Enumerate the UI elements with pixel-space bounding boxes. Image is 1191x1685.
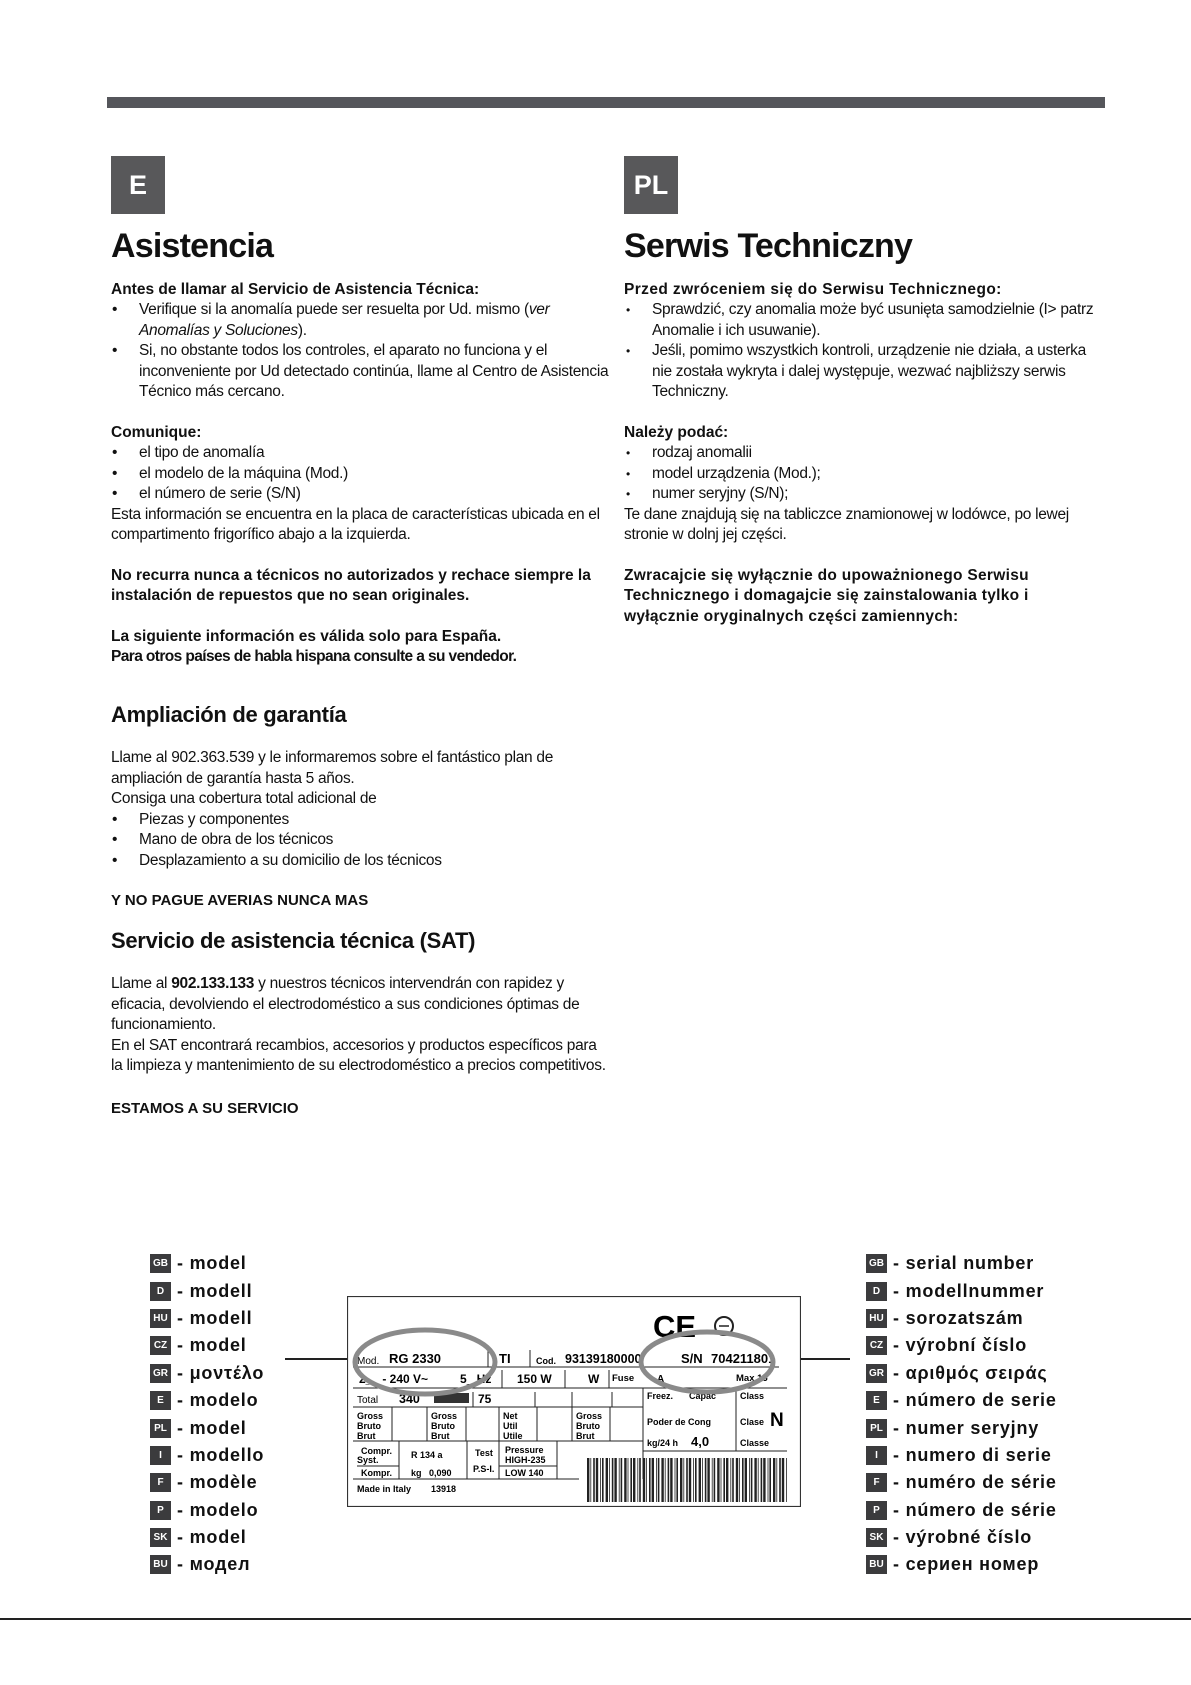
barcode-bar: [761, 1458, 763, 1502]
barcode-bar: [680, 1458, 682, 1502]
lang-code-badge: PL: [150, 1419, 171, 1438]
barcode-bar: [639, 1458, 641, 1502]
sn-value: 704211801: [711, 1351, 776, 1366]
barcode-bar: [726, 1458, 728, 1502]
legend-row: [866, 1442, 1057, 1469]
lang-code-badge: F: [150, 1473, 171, 1492]
legend-row: [150, 1469, 264, 1496]
list-item: [111, 341, 611, 403]
barcode-bar: [779, 1458, 781, 1502]
total-label: Total: [357, 1395, 379, 1406]
barcode-bar: [717, 1458, 719, 1502]
es-warning: No recurra nunca a técnicos no autorizados y rechace siempre la instalación de repuestos que no sean originales.: [111, 566, 591, 605]
es-info-location: Esta información se encuentra en la placa de características ubicada en el compartimento frigorífico abajo a la izquierda.: [111, 505, 600, 544]
legend-row: [866, 1360, 1057, 1387]
syst-label: Syst.: [357, 1455, 379, 1465]
lang-badge-es: E: [111, 156, 165, 214]
barcode-bar: [732, 1458, 734, 1502]
legend-row: [866, 1524, 1057, 1551]
es-service: ESTAMOS A SU SERVICIO: [111, 1099, 299, 1117]
barcode-bar: [596, 1458, 598, 1502]
psi-label: P.S-I.: [473, 1464, 495, 1474]
legend-text: - αριθμός σειράς: [893, 1362, 1048, 1383]
list-item: • Desplazamiento a su domicilio de los técnicos: [111, 851, 611, 872]
kg24-label: kg/24 h: [647, 1438, 679, 1448]
legend-row: [150, 1524, 264, 1551]
watts-text: 150 W: [517, 1372, 552, 1386]
kg-value: 0,090: [429, 1468, 452, 1478]
barcode-bar: [782, 1458, 784, 1502]
barcode-bar: [676, 1458, 678, 1502]
legend-serial: [866, 1250, 1057, 1579]
legend-text: - model: [177, 1527, 247, 1548]
cod-label: Cod.: [536, 1356, 556, 1366]
lang-code-badge: GB: [866, 1254, 887, 1273]
legend-row: [150, 1360, 264, 1387]
barcode-bar: [768, 1458, 769, 1502]
item-text-end: ).: [297, 321, 307, 339]
es-sat-title: Servicio de asistencia técnica (SAT): [111, 927, 476, 953]
item-italic-text: ver Anomalías y Soluciones: [139, 301, 550, 339]
total-value: 340: [399, 1392, 420, 1406]
lang-code-badge: BU: [866, 1555, 887, 1574]
barcode-bar: [776, 1458, 777, 1502]
bottom-rule: [0, 1618, 1191, 1620]
freez-text: Freez.: [647, 1391, 674, 1401]
barcode-bar: [665, 1458, 666, 1502]
barcode-bar: [723, 1458, 725, 1502]
legend-row: [150, 1277, 264, 1304]
kompr-label: Kompr.: [361, 1468, 393, 1478]
barcode-bar: [614, 1458, 616, 1502]
barcode-bar: [637, 1458, 638, 1502]
legend-row: [150, 1332, 264, 1359]
hz-text: 5_ Hz: [460, 1372, 492, 1386]
list-item: • Sprawdzić, czy anomalia może być usunięta samodzielnie (I> patrz Anomalie i ich usuwanie).: [624, 300, 1094, 341]
legend-row: [866, 1469, 1057, 1496]
barcode-bar: [624, 1458, 626, 1502]
legend-text: - modelo: [177, 1390, 259, 1411]
es-before-call: Antes de llamar al Servicio de Asistencia Técnica:: [111, 280, 480, 298]
es-spain-only: La siguiente información es válida solo para España.: [111, 627, 502, 645]
section-es: [111, 156, 611, 668]
bruto-label: Bruto: [576, 1421, 600, 1431]
barcode-bar: [675, 1458, 676, 1502]
legend-row: [150, 1497, 264, 1524]
pl-check-list: [624, 300, 1094, 403]
lang-code-badge: E: [866, 1391, 887, 1410]
barcode-bar: [736, 1458, 738, 1502]
barcode-bar: [754, 1458, 756, 1502]
low-pressure: LOW 140: [505, 1468, 544, 1478]
barcode-bar: [763, 1458, 765, 1502]
sat-phone: 902.133.133: [171, 975, 255, 993]
es-no-pay: Y NO PAGUE AVERIAS NUNCA MAS: [111, 892, 369, 910]
list-item: • Jeśli, pomimo wszystkich kontroli, urządzenie nie działa, a usterka nie została wykryta i dalej występuje, wezwać najbliższy serwis Techniczny.: [624, 341, 1094, 403]
legend-text: - número de serie: [893, 1390, 1057, 1411]
tl-text: TI: [499, 1351, 511, 1366]
es-warranty-text: Llame al 902.363.539 y le informaremos sobre el fantástico plan de ampliación de garantía hasta 5 años.: [111, 749, 554, 787]
list-item: • el tipo de anomalía: [111, 443, 611, 464]
lang-code-badge: P: [866, 1501, 887, 1520]
high-pressure: HIGH-235: [505, 1455, 546, 1465]
pl-provide-title: Należy podać:: [624, 423, 729, 441]
legend-row: [866, 1332, 1057, 1359]
clase-value: N: [770, 1410, 784, 1431]
barcode-bar: [758, 1458, 759, 1502]
barcode-bar: [695, 1458, 697, 1502]
lang-code-badge: I: [150, 1446, 171, 1465]
voltage-text: 2__ - 240 V~: [359, 1372, 429, 1386]
barcode-bar: [668, 1458, 670, 1502]
legend-text: - numéro de série: [893, 1472, 1057, 1493]
legend-text: - numero di serie: [893, 1444, 1052, 1465]
barcode-bar: [739, 1458, 740, 1502]
barcode-bar: [689, 1458, 691, 1502]
legend-row: [150, 1414, 264, 1441]
lang-code-badge: F: [866, 1473, 887, 1492]
top-rule: [107, 97, 1105, 108]
barcode-bar: [621, 1458, 623, 1502]
legend-row: [866, 1277, 1057, 1304]
barcode-bar: [587, 1458, 589, 1502]
legend-text: - model: [177, 1253, 247, 1274]
es-warranty-title: Ampliación de garantía: [111, 702, 347, 727]
sat-text-end: y nuestros técnicos intervendrán con rapidez y eficacia, devolviendo el electrodoméstico a sus condiciones óptimas de funcionamiento.: [111, 975, 580, 1034]
compr-label: Compr.: [361, 1446, 393, 1456]
lang-code-badge: E: [150, 1391, 171, 1410]
bruto-label: Bruto: [357, 1421, 381, 1431]
barcode-bar: [628, 1458, 629, 1502]
legend-row: [150, 1442, 264, 1469]
barcode-bar: [652, 1458, 654, 1502]
list-item: [111, 300, 611, 341]
list-item: • model urządzenia (Mod.);: [624, 464, 1094, 485]
barcode-bar: [686, 1458, 688, 1502]
lang-badge-pl: PL: [624, 156, 678, 214]
legend-row: [150, 1250, 264, 1277]
barcode-bar: [749, 1458, 750, 1502]
legend-row: [150, 1551, 264, 1578]
lang-code-badge: GR: [866, 1364, 887, 1383]
pressure-label: Pressure: [505, 1445, 544, 1455]
barcode-bar: [643, 1458, 645, 1502]
legend-row: [866, 1305, 1057, 1332]
barcode-bar: [786, 1458, 787, 1502]
mod-value: RG 2330: [389, 1351, 442, 1366]
barcode-bar: [606, 1458, 608, 1502]
w2-text: W: [588, 1372, 600, 1386]
legend-row: [866, 1497, 1057, 1524]
gross-label: Gross: [576, 1411, 603, 1421]
barcode-bar: [656, 1458, 657, 1502]
es-coverage-list: [111, 810, 611, 872]
list-item: • numer seryjny (S/N);: [624, 484, 1094, 505]
es-sat-text2: En el SAT encontrará recambios, accesorios y productos específicos para la limpieza y mantenimiento de su electrodoméstico a precios competitivos.: [111, 1036, 606, 1075]
brut-label: Brut: [576, 1431, 595, 1441]
test-label: Test: [475, 1448, 493, 1458]
lang-code-badge: D: [866, 1282, 887, 1301]
list-item: • el modelo de la máquina (Mod.): [111, 464, 611, 485]
item-text: Si, no obstante todos los controles, el aparato no funciona y el inconveniente por Ud detectado continúa, llame al Centro de Asistencia Técnico más cercano.: [139, 342, 609, 401]
legend-text: - model: [177, 1417, 247, 1438]
legend-text: - výrobní číslo: [893, 1335, 1028, 1356]
utile-label: Utile: [503, 1431, 523, 1441]
barcode-bar: [705, 1458, 707, 1502]
clase-label: Clase: [740, 1417, 765, 1427]
lang-code-badge: D: [150, 1282, 171, 1301]
barcode-bar: [714, 1458, 716, 1502]
barcode-bar: [646, 1458, 647, 1502]
barcode-bar: [609, 1458, 610, 1502]
barcode-bar: [602, 1458, 604, 1502]
barcode-bar: [590, 1458, 591, 1502]
legend-model: [150, 1250, 264, 1579]
legend-text: - número de série: [893, 1499, 1057, 1520]
es-sat-text: [111, 974, 611, 1036]
list-item: • el número de serie (S/N): [111, 484, 611, 505]
barcode-bar: [612, 1458, 614, 1502]
barcode-bar: [649, 1458, 651, 1502]
legend-row: [866, 1250, 1057, 1277]
classe-label: Classe: [740, 1438, 770, 1448]
es-check-list: [111, 300, 611, 403]
legend-text: - modellnummer: [893, 1280, 1045, 1301]
lang-code-badge: GR: [150, 1364, 171, 1383]
barcode-bar: [600, 1458, 601, 1502]
es-other-countries: Para otros países de habla hispana consulte a su vendedor.: [111, 648, 517, 666]
lang-code-badge: SK: [866, 1528, 887, 1547]
legend-text: - modell: [177, 1280, 253, 1301]
cod-value: 93139180000: [565, 1352, 642, 1366]
es-communicate-title: Comunique:: [111, 423, 202, 441]
sn-label: S/N: [681, 1351, 703, 1366]
barcode-bar: [702, 1458, 703, 1502]
legend-text: - modell: [177, 1307, 253, 1328]
gross-label: Gross: [431, 1411, 458, 1421]
barcode-bar: [633, 1458, 635, 1502]
lang-code-badge: BU: [150, 1555, 171, 1574]
section-pl: [624, 156, 1094, 627]
barcode-bar: [670, 1458, 672, 1502]
net-label: Net: [503, 1411, 518, 1421]
pl-before-call: Przed zwróceniem się do Serwisu Technicznego:: [624, 280, 1002, 298]
kg-label: kg: [411, 1468, 422, 1478]
legend-text: - numer seryjny: [893, 1417, 1040, 1438]
barcode-bar: [730, 1458, 731, 1502]
refrigerant-text: R 134 a: [411, 1450, 443, 1460]
section-es-warranty: [111, 702, 611, 1119]
class-label: Class: [740, 1391, 765, 1401]
amp-text: A: [657, 1374, 665, 1385]
lang-code-badge: HU: [150, 1309, 171, 1328]
lang-code-badge: GB: [150, 1254, 171, 1273]
pl-title: Serwis Techniczny: [624, 227, 913, 265]
legend-text: - μοντέλο: [177, 1362, 265, 1383]
legend-text: - модел: [177, 1554, 251, 1575]
brut-label: Brut: [431, 1431, 450, 1441]
rating-plate-diagram: [347, 1296, 801, 1507]
legend-row: [866, 1551, 1057, 1578]
barcode-bar: [712, 1458, 713, 1502]
made-code: 13918: [431, 1484, 457, 1494]
item-text: Verifique si la anomalía puede ser resuelta por Ud. mismo (: [139, 301, 529, 319]
barcode-bar: [773, 1458, 775, 1502]
lang-code-badge: SK: [150, 1528, 171, 1547]
barcode-bar: [693, 1458, 694, 1502]
fuse-text: Fuse: [612, 1373, 635, 1384]
pl-warning: Zwracajcie się wyłącznie do upoważnionego Serwisu Technicznego i domagajcie się zainstalowania tylko i wyłącznie oryginalnych części zamiennych:: [624, 566, 1029, 625]
es-coverage-text: Consiga una cobertura total adicional de: [111, 790, 377, 808]
lang-code-badge: CZ: [866, 1336, 887, 1355]
legend-text: - model: [177, 1335, 247, 1356]
pl-provide-list: [624, 443, 1094, 505]
legend-row: [150, 1387, 264, 1414]
barcode-bar: [721, 1458, 722, 1502]
legend-text: - modello: [177, 1444, 265, 1465]
lang-code-badge: I: [866, 1446, 887, 1465]
legend-text: - modelo: [177, 1499, 259, 1520]
barcode-bar: [593, 1458, 595, 1502]
max-text: Max 15: [736, 1373, 768, 1384]
ce-mark: CE: [653, 1309, 697, 1344]
bruto-label: Bruto: [431, 1421, 455, 1431]
pl-info-location: Te dane znajdują się na tabliczce znamionowej w lodówce, po lewej stronie w dolnj jej części.: [624, 505, 1069, 544]
barcode-bar: [619, 1458, 620, 1502]
brut-label: Brut: [357, 1431, 376, 1441]
barcode-bar: [630, 1458, 632, 1502]
mod-label: Mod.: [357, 1356, 380, 1367]
list-item: • Mano de obra de los técnicos: [111, 830, 611, 851]
lang-code-badge: HU: [866, 1309, 887, 1328]
legend-text: - сериен номер: [893, 1554, 1040, 1575]
lang-code-badge: P: [150, 1501, 171, 1520]
barcode-bar: [745, 1458, 747, 1502]
lang-code-badge: CZ: [150, 1336, 171, 1355]
legend-text: - modèle: [177, 1472, 258, 1493]
legend-text: - výrobné číslo: [893, 1527, 1033, 1548]
lang-code-badge: PL: [866, 1419, 887, 1438]
util-label: Util: [503, 1421, 518, 1431]
barcode-bar: [699, 1458, 701, 1502]
legend-text: - sorozatszám: [893, 1307, 1024, 1328]
sat-text-start: Llame al: [111, 975, 172, 993]
star-value: 75: [478, 1392, 492, 1406]
es-title: Asistencia: [111, 227, 274, 265]
made-in-label: Made in Italy: [357, 1484, 412, 1494]
barcode-bar: [707, 1458, 709, 1502]
barcode-bar: [683, 1458, 684, 1502]
legend-row: [866, 1387, 1057, 1414]
barcode-bar: [751, 1458, 753, 1502]
barcode-bar: [658, 1458, 660, 1502]
list-item: • rodzaj anomalii: [624, 443, 1094, 464]
es-communicate-list: [111, 443, 611, 505]
legend-row: [866, 1414, 1057, 1441]
barcode-bar: [661, 1458, 663, 1502]
list-item: • Piezas y componentes: [111, 810, 611, 831]
barcode-bar: [742, 1458, 744, 1502]
legend-row: [150, 1305, 264, 1332]
kg24-value: 4,0: [691, 1434, 710, 1449]
capac-text: Capac: [689, 1391, 717, 1401]
poder-label: Poder de Cong: [647, 1417, 712, 1427]
barcode-bar: [769, 1458, 771, 1502]
legend-text: - serial number: [893, 1253, 1035, 1274]
gross-label: Gross: [357, 1411, 384, 1421]
